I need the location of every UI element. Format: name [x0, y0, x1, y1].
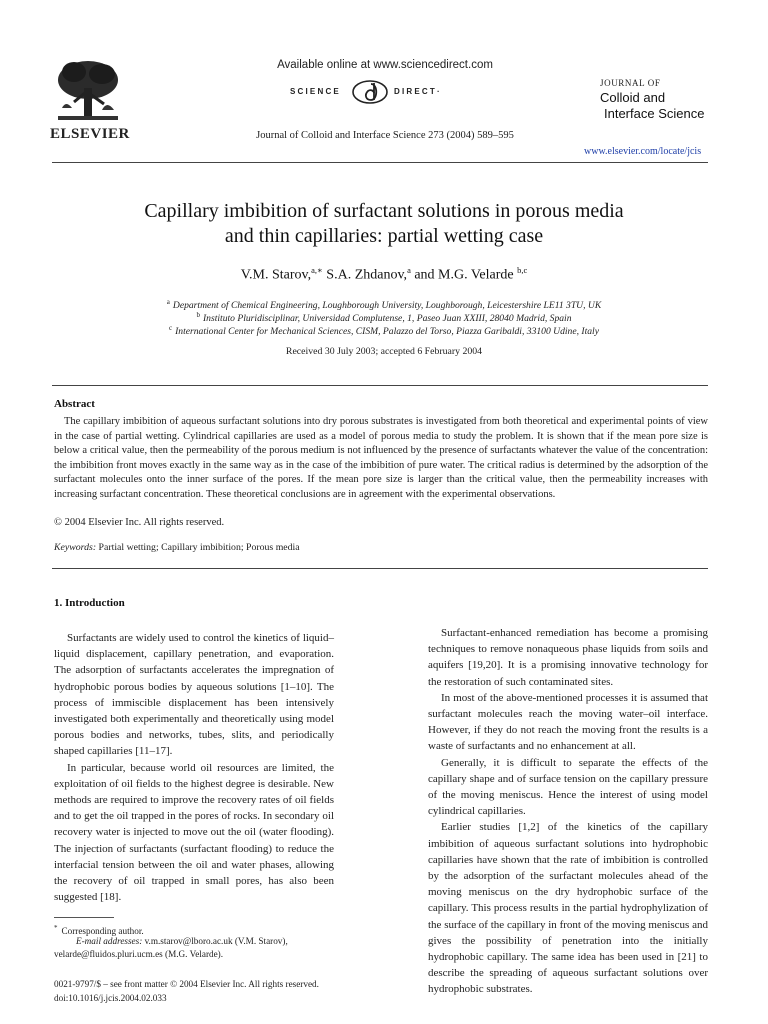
affiliation-b	[60, 311, 708, 324]
affiliation-text: International Center for Mechanical Sciences, CISM, Palazzo del Torso, Piazza Garibaldi, 33100 Udine, Italy	[175, 326, 599, 338]
paragraph: Surfactant-enhanced remediation has become a promising techniques to remove nonaqueous phase liquids from soils and aquifers [19,20]. It is a promising innovative technology for the restoration of such contaminated sites.	[428, 627, 708, 688]
affiliation-mark: a	[166, 298, 170, 306]
paragraph: Surfactants are widely used to control the kinetics of liquid–liquid displacement, capillary penetration, and evaporation. The adsorption of surfactants accelerates the impregnation of hydrophobic porous bodies by aqueous solutions [1–10]. The process of immiscible displacement has been intensively investigated both experimentally and theoretically using model porous bodies and networks, tubes, slits, and periodically shaped capillaries [11–17].	[54, 632, 334, 758]
keywords-line	[54, 542, 300, 553]
header-rule	[52, 162, 708, 163]
paragraph: In particular, because world oil resources are limited, the exploitation of oil fields to the highest degree is desirable. New methods are required to improve the recovery rates of oil fields and to get the oil trapped in the pores of rocks. In secondary oil recovery water is injected to move out the oil (water flooding). The injection of surfactants (surfactant flooding) to reduce the interfacial tension between the oil and water phases, allowing the recovery of oil trapped in small pores, has also been suggested [18].	[54, 761, 334, 904]
footnote-email-2[interactable]: velarde@fluidos.pluri.ucm.es (M.G. Velarde).	[54, 949, 224, 959]
affiliation-mark: b	[196, 311, 200, 319]
sciencedirect-logo	[290, 79, 480, 105]
author-name: S.A. Zhdanov,	[322, 267, 408, 283]
left-column	[54, 630, 334, 905]
sciencedirect-d-icon	[350, 79, 390, 105]
footnote-corresponding-text: Corresponding author.	[61, 926, 144, 937]
title-line-1: Capillary imbibition of surfactant solutions in porous media	[144, 200, 624, 222]
abstract-text: The capillary imbibition of aqueous surfactant solutions into dry porous substrates is investigated from both theoretical and experimental points of view in the case of partial wetting. Cylindrical capillaries are used as a model of porous media to study the problem. It is shown that if the mean pore size is below a critical value, then the permeability of the porous medium is not influenced by the presence of surfactants whatever the value of the concentration: the imbibition front moves exactly in the same way as in the case of the imbibition of pure water. The critical radius is determined by the adsorption of the surfactant molecules onto the inner surface of the pores. If the mean pore size is larger than the critical value, then the permeability increases with increasing surfactant concentration. These theoretical conclusions are in agreement with the experimental observations.	[54, 416, 708, 500]
affiliation-text: Department of Chemical Engineering, Loughborough University, Loughborough, Leicestershire LE11 3TU, UK	[172, 300, 602, 312]
paragraph: In most of the above-mentioned processes it is assumed that surfactant molecules reach the moving water–oil interface. However, if they do not reach the moving front the results is a waste of surfactants and no enhancement at all.	[428, 691, 708, 753]
footnote-rule	[54, 917, 114, 918]
elsevier-tree-logo-icon	[52, 58, 124, 126]
sciencedirect-logo-left: SCIENCE	[290, 87, 341, 96]
author-sup: b,c	[517, 265, 528, 275]
footnote-emails	[54, 935, 366, 948]
journal-of-label: JOURNAL OF	[600, 78, 661, 88]
title-line-2: and thin capillaries: partial wetting case	[224, 225, 544, 247]
email-address-1[interactable]: v.m.starov@lboro.ac.uk (V.M. Starov),	[142, 936, 288, 946]
sciencedirect-logo-right: DIRECT·	[394, 87, 442, 96]
doi-line[interactable]: doi:10.1016/j.jcis.2004.02.033	[54, 993, 167, 1003]
issn-line: 0021-9797/$ – see front matter © 2004 Elsevier Inc. All rights reserved.	[54, 979, 319, 989]
paragraph: Generally, it is difficult to separate the effects of the capillary shape and of surface tension on the capillary pressure of the moving meniscus. Hence the interest of using model cylindrical capillaries.	[428, 756, 708, 818]
abstract-bottom-rule	[52, 568, 708, 569]
journal-citation: Journal of Colloid and Interface Science 273 (2004) 589–595	[256, 130, 514, 141]
affiliation-mark: c	[169, 324, 173, 332]
received-dates: Received 30 July 2003; accepted 6 February 2004	[285, 346, 483, 357]
affiliation-c	[60, 324, 708, 337]
author-sup: a,∗	[311, 265, 323, 275]
available-online-text: Available online at www.sciencedirect.com	[277, 59, 493, 71]
abstract-top-rule	[52, 385, 708, 386]
publisher-name: ELSEVIER	[50, 126, 130, 142]
author-name: V.M. Starov,	[240, 267, 312, 283]
journal-name-line1: Colloid and	[600, 90, 666, 105]
abstract-heading: Abstract	[54, 398, 95, 410]
journal-url-link[interactable]: www.elsevier.com/locate/jcis	[584, 146, 702, 157]
footnote-star: *	[54, 924, 58, 932]
affiliation-a	[60, 298, 708, 311]
author-name: and M.G. Velarde	[410, 267, 518, 283]
article-title	[60, 199, 708, 249]
section-heading-introduction: 1. Introduction	[54, 597, 125, 609]
affiliation-text: Instituto Pluridisciplinar, Universidad Complutense, 1, Paseo Juan XXIII, 28040 Madrid, Spain	[202, 313, 572, 325]
email-label: E-mail addresses:	[76, 936, 143, 946]
paragraph: Earlier studies [1,2] of the kinetics of the capillary imbibition of aqueous surfactant solutions into hydrophobic capillaries have shown that the rate of imbibition is controlled by the adsorption of the surfactant molecules ahead of the moving meniscus on the dry hydrophobic surface of the capillary. This process results in the partial hydrophylization of the surface of the capillary in front of the moving meniscus and gives the possibility of penetration into the initially hydrophobic capillary. The same idea has been used in [21] to describe the spreading of aqueous surfactant solutions over hydrophobic substrates.	[428, 821, 708, 996]
abstract-copyright: © 2004 Elsevier Inc. All rights reserved.	[54, 517, 225, 528]
right-column	[428, 625, 708, 998]
author-sup: a	[407, 265, 411, 275]
keywords-list: Partial wetting; Capillary imbibition; Porous media	[96, 542, 300, 553]
keywords-label: Keywords:	[54, 542, 97, 553]
author-list	[60, 265, 708, 284]
journal-name-line2: Interface Science	[604, 106, 705, 121]
